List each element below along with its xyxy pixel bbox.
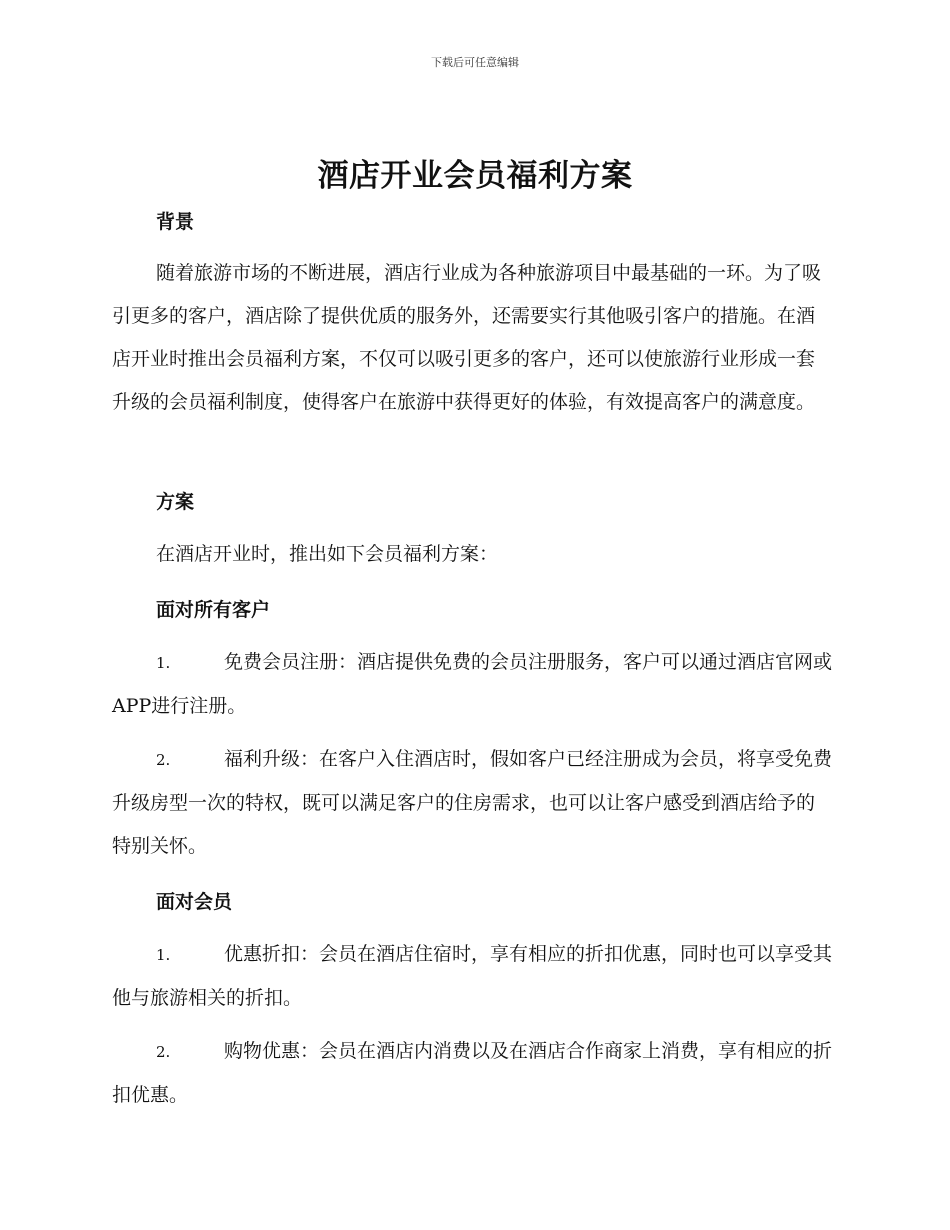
- list-item: [112, 738, 832, 868]
- section-heading-background: 背景: [156, 211, 195, 233]
- list-item-number: 2.: [156, 1043, 171, 1061]
- list-item: [112, 1030, 832, 1117]
- plan-intro-paragraph: 在酒店开业时，推出如下会员福利方案：: [156, 543, 499, 565]
- list-item: [112, 933, 832, 1020]
- background-paragraph: 随着旅游市场的不断进展，酒店行业成为各种旅游项目中最基础的一环。为了吸引更多的客户，酒店除了提供优质的服务外，还需要实行其他吸引客户的措施。在酒店开业时推出会员福利方案，不仅可以吸引更多的客户，还可以使旅游行业形成一套升级的会员福利制度，使得客户在旅游中获得更好的体验，有效提高客户的满意度。: [112, 262, 822, 413]
- section-heading-members: 面对会员: [156, 891, 233, 913]
- list-item-text: 免费会员注册：酒店提供免费的会员注册服务，客户可以通过酒店官网或APP进行注册。: [112, 651, 833, 717]
- section-heading-all-customers: 面对所有客户: [156, 599, 271, 621]
- list-item-text: 福利升级：在客户入住酒店时，假如客户已经注册成为会员，将享受免费升级房型一次的特权，既可以满足客户的住房需求，也可以让客户感受到酒店给予的特别关怀。: [112, 748, 833, 857]
- header-note: 下载后可任意编辑: [431, 56, 519, 69]
- list-item-text: 优惠折扣：会员在酒店住宿时，享有相应的折扣优惠，同时也可以享受其他与旅游相关的折扣。: [112, 943, 833, 1009]
- list-item-number: 1.: [156, 946, 171, 964]
- list-item-number: 1.: [156, 654, 171, 672]
- section-heading-plan: 方案: [156, 491, 195, 513]
- list-item-number: 2.: [156, 751, 171, 769]
- list-item-text: 购物优惠：会员在酒店内消费以及在酒店合作商家上消费，享有相应的折扣优惠。: [112, 1040, 833, 1106]
- list-item: [112, 641, 832, 728]
- document-title: 酒店开业会员福利方案: [317, 158, 633, 194]
